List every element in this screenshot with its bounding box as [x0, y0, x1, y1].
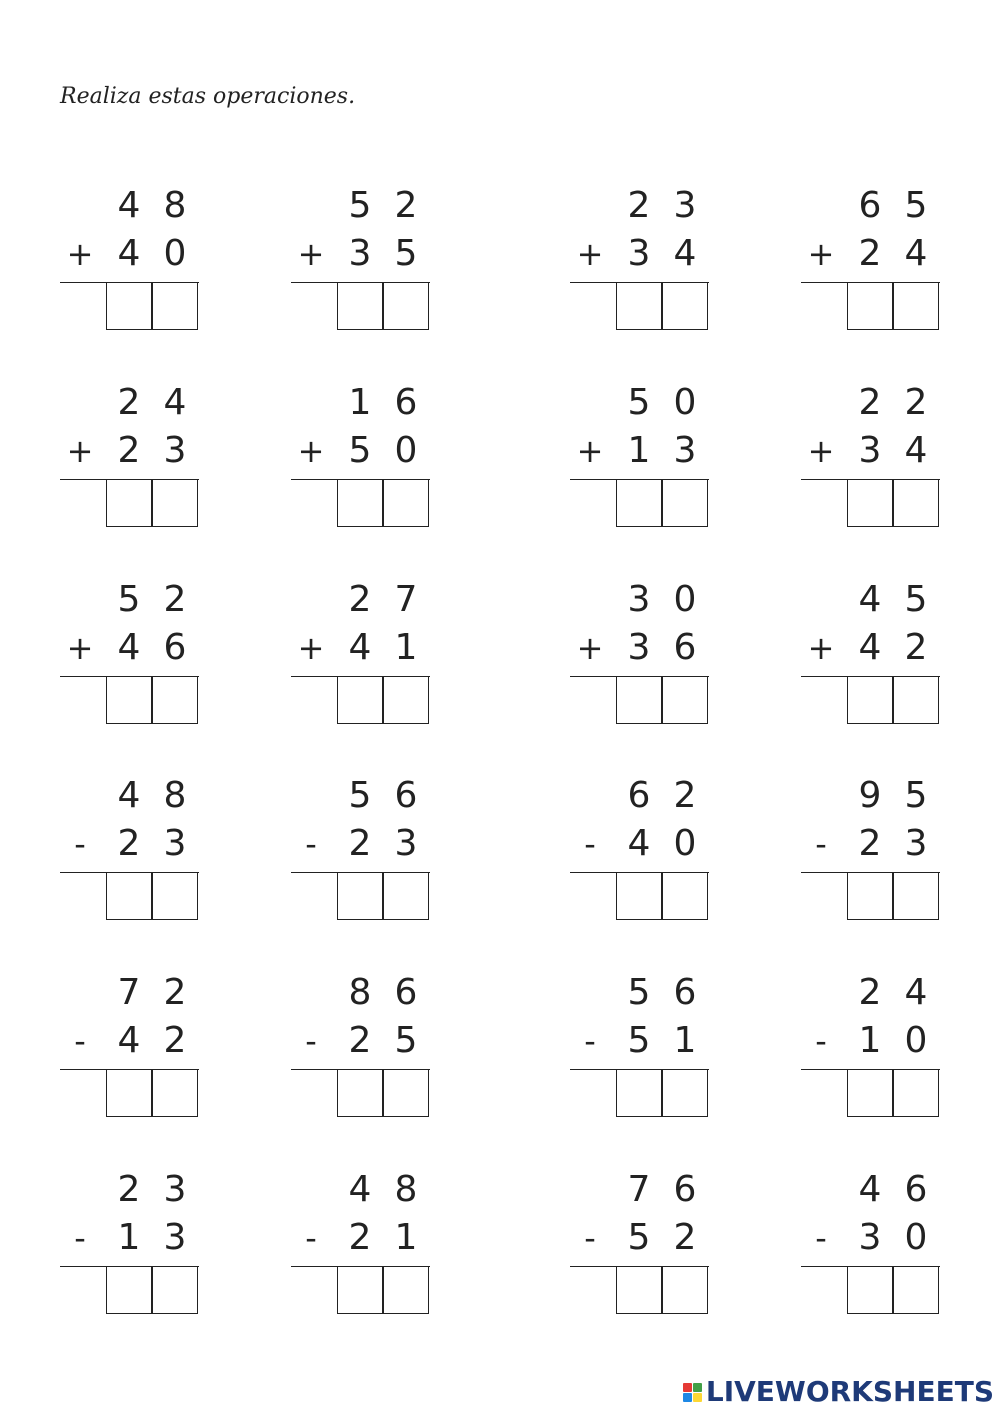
top-digit: 5 — [117, 579, 141, 620]
operator-sign: + — [576, 235, 604, 273]
top-digit: 6 — [858, 185, 882, 226]
answer-box-units[interactable] — [383, 872, 429, 920]
answer-box-units[interactable] — [662, 676, 708, 724]
bottom-digit: 2 — [673, 1217, 697, 1258]
bottom-digit: 0 — [163, 233, 187, 274]
answer-box-units[interactable] — [662, 282, 708, 330]
bottom-digit: 3 — [858, 430, 882, 471]
answer-box-units[interactable] — [662, 1266, 708, 1314]
operation — [291, 186, 441, 336]
operator-sign: + — [807, 432, 835, 470]
top-digit: 7 — [117, 972, 141, 1013]
bottom-digit: 3 — [627, 627, 651, 668]
bottom-digit: 1 — [673, 1020, 697, 1061]
answer-box-units[interactable] — [383, 1266, 429, 1314]
operation — [801, 776, 951, 926]
operation — [801, 580, 951, 730]
operator-sign: - — [815, 1022, 827, 1060]
answer-box-units[interactable] — [152, 676, 198, 724]
operator-sign: - — [815, 825, 827, 863]
answer-box-tens[interactable] — [106, 676, 152, 724]
answer-box-tens[interactable] — [847, 1069, 893, 1117]
answer-box-tens[interactable] — [616, 676, 662, 724]
operation — [570, 186, 720, 336]
operation — [801, 973, 951, 1123]
operation — [570, 973, 720, 1123]
top-digit: 4 — [117, 775, 141, 816]
top-digit: 4 — [904, 972, 928, 1013]
operator-sign: + — [66, 629, 94, 667]
answer-box-tens[interactable] — [616, 1266, 662, 1314]
operation — [801, 1170, 951, 1320]
answer-box-units[interactable] — [152, 1266, 198, 1314]
bottom-digit: 1 — [858, 1020, 882, 1061]
top-digit: 2 — [673, 775, 697, 816]
top-digit: 4 — [117, 185, 141, 226]
bottom-digit: 4 — [858, 627, 882, 668]
operation — [291, 973, 441, 1123]
bottom-digit: 4 — [904, 233, 928, 274]
bottom-digit: 1 — [394, 1217, 418, 1258]
operator-sign: - — [305, 1022, 317, 1060]
bottom-digit: 0 — [673, 823, 697, 864]
bottom-digit: 5 — [627, 1020, 651, 1061]
bottom-digit: 2 — [348, 823, 372, 864]
top-digit: 9 — [858, 775, 882, 816]
top-digit: 3 — [673, 185, 697, 226]
bottom-digit: 2 — [117, 430, 141, 471]
answer-box-units[interactable] — [893, 1069, 939, 1117]
top-digit: 8 — [348, 972, 372, 1013]
answer-box-units[interactable] — [662, 872, 708, 920]
top-digit: 4 — [858, 579, 882, 620]
bottom-digit: 5 — [394, 233, 418, 274]
answer-box-units[interactable] — [893, 676, 939, 724]
answer-box-tens[interactable] — [106, 872, 152, 920]
answer-box-tens[interactable] — [616, 872, 662, 920]
operator-sign: + — [807, 235, 835, 273]
logo-square-yellow — [693, 1393, 702, 1402]
top-digit: 1 — [348, 382, 372, 423]
answer-box-tens[interactable] — [847, 1266, 893, 1314]
answer-box-tens[interactable] — [847, 676, 893, 724]
top-digit: 6 — [394, 972, 418, 1013]
answer-box-units[interactable] — [383, 479, 429, 527]
operator-sign: - — [74, 1219, 86, 1257]
answer-box-units[interactable] — [152, 479, 198, 527]
answer-box-units[interactable] — [662, 479, 708, 527]
operation — [60, 776, 210, 926]
answer-box-units[interactable] — [662, 1069, 708, 1117]
top-digit: 5 — [904, 185, 928, 226]
operator-sign: + — [576, 432, 604, 470]
operator-sign: - — [74, 1022, 86, 1060]
top-digit: 6 — [673, 1169, 697, 1210]
top-digit: 5 — [904, 775, 928, 816]
operator-sign: + — [297, 432, 325, 470]
bottom-digit: 2 — [904, 627, 928, 668]
top-digit: 6 — [904, 1169, 928, 1210]
operation — [291, 580, 441, 730]
bottom-digit: 3 — [858, 1217, 882, 1258]
operator-sign: - — [305, 825, 317, 863]
bottom-digit: 3 — [163, 1217, 187, 1258]
bottom-digit: 4 — [117, 1020, 141, 1061]
top-digit: 2 — [858, 382, 882, 423]
bottom-digit: 1 — [117, 1217, 141, 1258]
answer-box-units[interactable] — [152, 872, 198, 920]
answer-box-tens[interactable] — [106, 282, 152, 330]
top-digit: 3 — [627, 579, 651, 620]
bottom-digit: 0 — [904, 1020, 928, 1061]
operation — [60, 383, 210, 533]
operator-sign: + — [807, 629, 835, 667]
top-digit: 8 — [163, 185, 187, 226]
top-digit: 4 — [163, 382, 187, 423]
top-digit: 5 — [627, 382, 651, 423]
bottom-digit: 4 — [627, 823, 651, 864]
answer-box-tens[interactable] — [616, 479, 662, 527]
answer-box-units[interactable] — [152, 282, 198, 330]
bottom-digit: 2 — [348, 1020, 372, 1061]
operator-sign: - — [305, 1219, 317, 1257]
bottom-digit: 3 — [163, 430, 187, 471]
top-digit: 8 — [394, 1169, 418, 1210]
bottom-digit: 0 — [904, 1217, 928, 1258]
liveworksheets-footer — [683, 1377, 994, 1407]
operator-sign: - — [74, 825, 86, 863]
bottom-digit: 3 — [394, 823, 418, 864]
answer-box-tens[interactable] — [337, 676, 383, 724]
bottom-digit: 3 — [673, 430, 697, 471]
answer-box-tens[interactable] — [106, 479, 152, 527]
bottom-digit: 5 — [394, 1020, 418, 1061]
bottom-digit: 5 — [348, 430, 372, 471]
bottom-digit: 2 — [858, 233, 882, 274]
top-digit: 6 — [394, 775, 418, 816]
operation — [291, 1170, 441, 1320]
top-digit: 2 — [627, 185, 651, 226]
top-digit: 8 — [163, 775, 187, 816]
operation — [801, 186, 951, 336]
operator-sign: + — [297, 629, 325, 667]
top-digit: 2 — [163, 972, 187, 1013]
operator-sign: - — [815, 1219, 827, 1257]
operation — [291, 776, 441, 926]
answer-box-units[interactable] — [383, 282, 429, 330]
operator-sign: + — [576, 629, 604, 667]
answer-box-tens[interactable] — [616, 1069, 662, 1117]
liveworksheets-brand: LIVEWORKSHEETS — [705, 1375, 994, 1408]
top-digit: 4 — [348, 1169, 372, 1210]
operation — [570, 383, 720, 533]
answer-box-units[interactable] — [383, 676, 429, 724]
bottom-digit: 2 — [163, 1020, 187, 1061]
operation — [570, 1170, 720, 1320]
answer-box-tens[interactable] — [337, 1266, 383, 1314]
bottom-digit: 5 — [627, 1217, 651, 1258]
operation — [570, 776, 720, 926]
worksheet-title: Realiza estas operaciones. — [60, 84, 356, 109]
logo-square-red — [683, 1383, 692, 1392]
bottom-digit: 4 — [117, 233, 141, 274]
top-digit: 5 — [627, 972, 651, 1013]
bottom-digit: 2 — [117, 823, 141, 864]
operation — [801, 383, 951, 533]
bottom-digit: 6 — [163, 627, 187, 668]
top-digit: 5 — [904, 579, 928, 620]
top-digit: 3 — [163, 1169, 187, 1210]
operator-sign: - — [584, 1022, 596, 1060]
top-digit: 0 — [673, 579, 697, 620]
top-digit: 4 — [858, 1169, 882, 1210]
answer-box-units[interactable] — [152, 1069, 198, 1117]
top-digit: 2 — [163, 579, 187, 620]
answer-box-units[interactable] — [893, 479, 939, 527]
answer-box-tens[interactable] — [337, 479, 383, 527]
top-digit: 2 — [394, 185, 418, 226]
bottom-digit: 4 — [673, 233, 697, 274]
top-digit: 2 — [904, 382, 928, 423]
operator-sign: - — [584, 825, 596, 863]
top-digit: 6 — [394, 382, 418, 423]
answer-box-tens[interactable] — [847, 282, 893, 330]
operation — [60, 973, 210, 1123]
logo-square-blue — [683, 1393, 692, 1402]
answer-box-tens[interactable] — [616, 282, 662, 330]
answer-box-tens[interactable] — [106, 1266, 152, 1314]
bottom-digit: 2 — [858, 823, 882, 864]
operator-sign: + — [66, 432, 94, 470]
bottom-digit: 0 — [394, 430, 418, 471]
bottom-digit: 1 — [627, 430, 651, 471]
bottom-digit: 4 — [348, 627, 372, 668]
top-digit: 7 — [394, 579, 418, 620]
operation — [60, 580, 210, 730]
top-digit: 2 — [117, 1169, 141, 1210]
bottom-digit: 3 — [348, 233, 372, 274]
bottom-digit: 2 — [348, 1217, 372, 1258]
top-digit: 7 — [627, 1169, 651, 1210]
answer-box-tens[interactable] — [337, 282, 383, 330]
bottom-digit: 6 — [673, 627, 697, 668]
top-digit: 2 — [858, 972, 882, 1013]
logo-square-green — [693, 1383, 702, 1392]
answer-box-units[interactable] — [893, 282, 939, 330]
top-digit: 6 — [673, 972, 697, 1013]
bottom-digit: 4 — [904, 430, 928, 471]
operation — [291, 383, 441, 533]
answer-box-tens[interactable] — [847, 479, 893, 527]
answer-box-tens[interactable] — [847, 872, 893, 920]
answer-box-units[interactable] — [383, 1069, 429, 1117]
operator-sign: - — [584, 1219, 596, 1257]
answer-box-units[interactable] — [893, 1266, 939, 1314]
operation — [570, 580, 720, 730]
top-digit: 5 — [348, 775, 372, 816]
bottom-digit: 4 — [117, 627, 141, 668]
top-digit: 6 — [627, 775, 651, 816]
operator-sign: + — [297, 235, 325, 273]
bottom-digit: 1 — [394, 627, 418, 668]
liveworksheets-logo-icon — [683, 1383, 702, 1402]
operation — [60, 186, 210, 336]
operator-sign: + — [66, 235, 94, 273]
top-digit: 0 — [673, 382, 697, 423]
answer-box-tens[interactable] — [337, 872, 383, 920]
top-digit: 2 — [348, 579, 372, 620]
answer-box-tens[interactable] — [337, 1069, 383, 1117]
bottom-digit: 3 — [904, 823, 928, 864]
answer-box-tens[interactable] — [106, 1069, 152, 1117]
bottom-digit: 3 — [163, 823, 187, 864]
answer-box-units[interactable] — [893, 872, 939, 920]
operation — [60, 1170, 210, 1320]
top-digit: 2 — [117, 382, 141, 423]
bottom-digit: 3 — [627, 233, 651, 274]
top-digit: 5 — [348, 185, 372, 226]
